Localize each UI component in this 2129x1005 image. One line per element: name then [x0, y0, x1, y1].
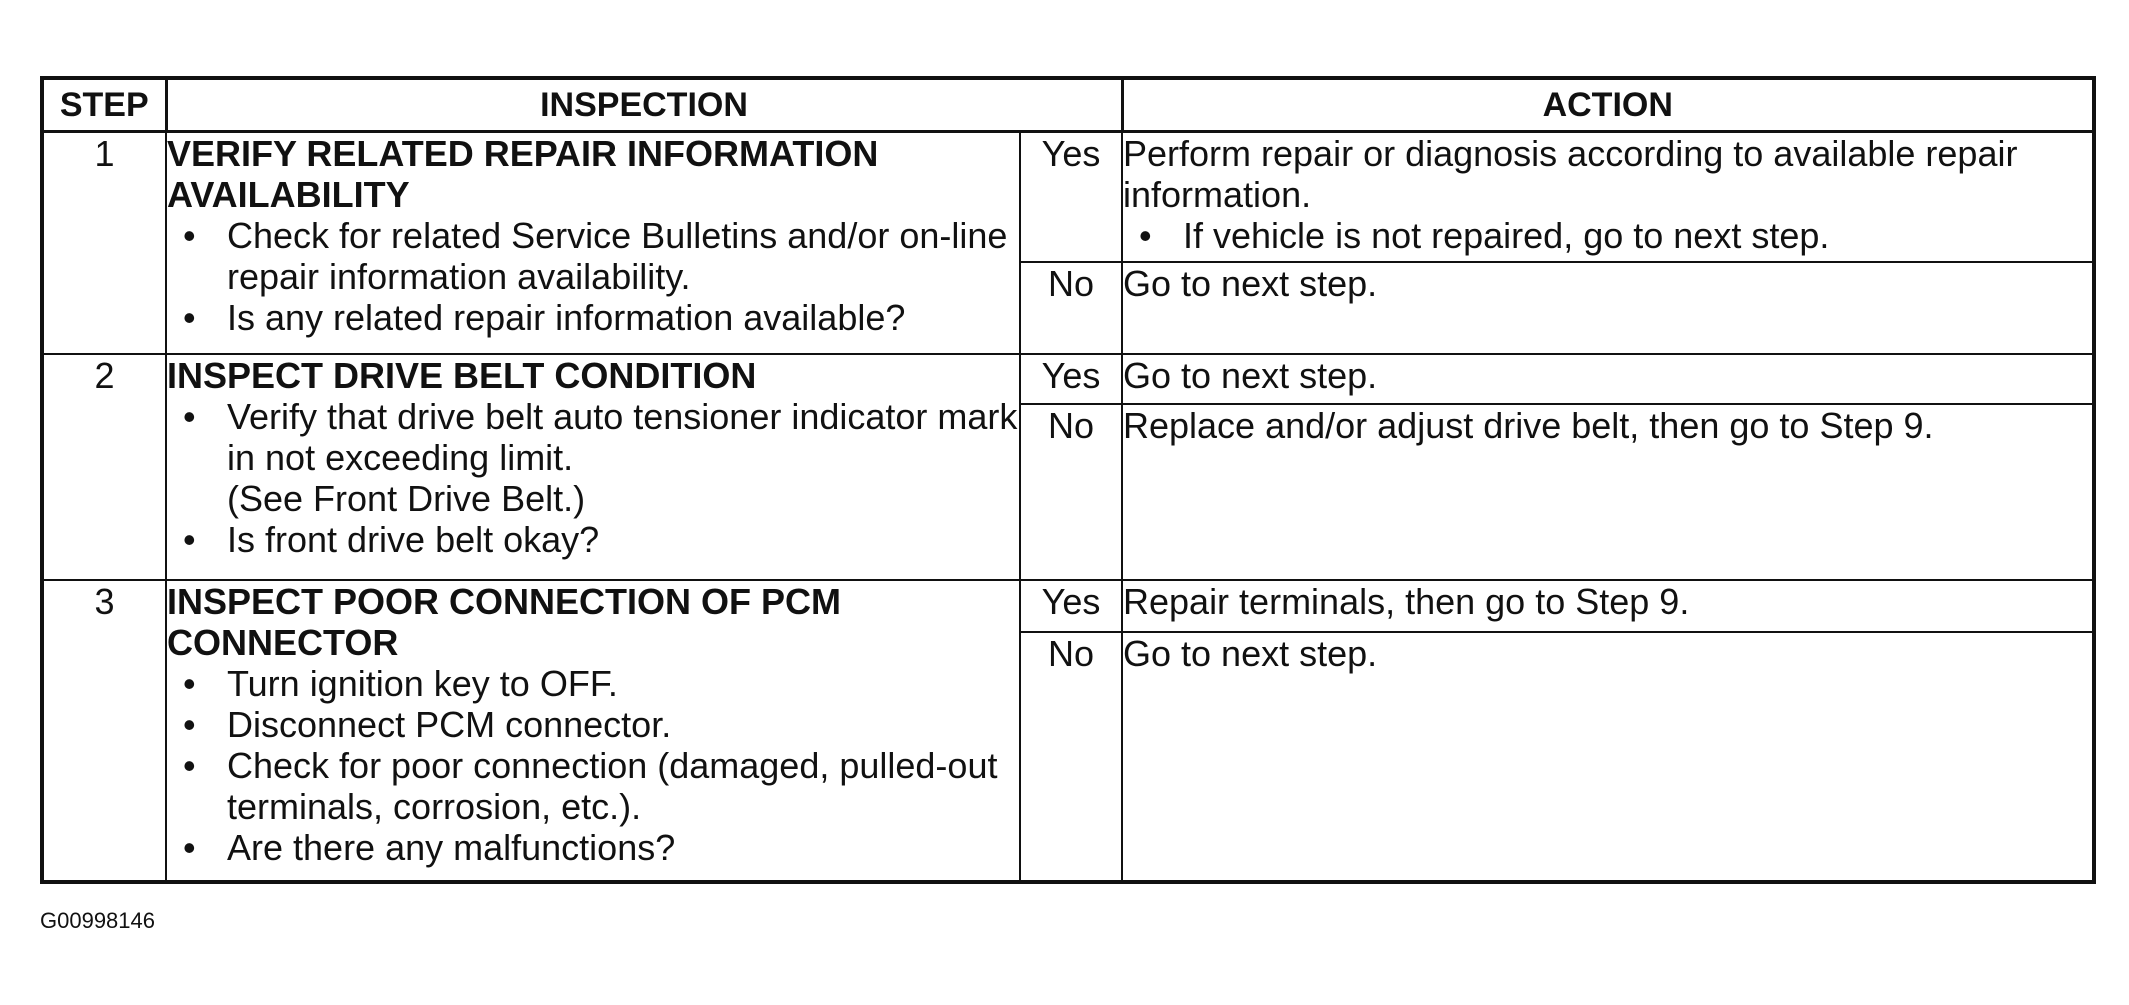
step-number: 1 — [42, 132, 166, 354]
list-item — [167, 396, 1019, 519]
step-note: (See Front Drive Belt.) — [227, 477, 586, 519]
list-item: • Is front drive belt okay? — [167, 519, 1019, 560]
step-3-yes-row — [42, 580, 2094, 632]
step-inspection — [166, 580, 1020, 882]
list-item: • Are there any malfunctions? — [167, 827, 1019, 868]
step-title: INSPECT DRIVE BELT CONDITION — [167, 354, 757, 396]
list-item: • If vehicle is not repaired, go to next step. — [1123, 215, 2092, 256]
header-action: ACTION — [1122, 78, 2094, 132]
step-title: INSPECT POOR CONNECTION OF PCM CONNECTOR — [167, 580, 842, 663]
list-item: • Check for poor connection (damaged, pulled-out terminals, corrosion, etc.). — [167, 745, 1019, 827]
yes-action: Go to next step. — [1122, 354, 2094, 404]
figure-id: G00998146 — [40, 908, 155, 933]
no-action: Go to next step. — [1122, 262, 2094, 354]
step-inspection — [166, 132, 1020, 354]
header-step: STEP — [42, 78, 166, 132]
step-bullets — [167, 396, 1019, 560]
diagnostic-table — [40, 76, 2096, 884]
no-label: No — [1020, 404, 1122, 580]
bullet-text: Verify that drive belt auto tensioner indicator mark in not exceeding limit. — [227, 395, 1018, 478]
step-inspection — [166, 354, 1020, 580]
no-label: No — [1020, 632, 1122, 882]
yes-label: Yes — [1020, 132, 1122, 262]
step-title: VERIFY RELATED REPAIR INFORMATION AVAILABILITY — [167, 133, 879, 215]
no-action: Replace and/or adjust drive belt, then go to Step 9. — [1122, 404, 2094, 580]
step-bullets — [167, 215, 1019, 338]
step-1-yes-row — [42, 132, 2094, 262]
step-2-yes-row — [42, 354, 2094, 404]
list-item: • Disconnect PCM connector. — [167, 704, 1019, 745]
no-label: No — [1020, 262, 1122, 354]
step-number: 3 — [42, 580, 166, 882]
action-text: Perform repair or diagnosis according to available repair information. — [1123, 133, 2018, 215]
list-item: • Check for related Service Bulletins and/or on-line repair information availability. — [167, 215, 1019, 297]
yes-action — [1122, 132, 2094, 262]
header-row — [42, 78, 2094, 132]
step-number: 2 — [42, 354, 166, 580]
header-inspection: INSPECTION — [166, 78, 1122, 132]
yes-label: Yes — [1020, 580, 1122, 632]
list-item: • Turn ignition key to OFF. — [167, 663, 1019, 704]
yes-label: Yes — [1020, 354, 1122, 404]
action-bullets — [1123, 215, 2092, 256]
list-item: • Is any related repair information available? — [167, 297, 1019, 338]
yes-action: Repair terminals, then go to Step 9. — [1122, 580, 2094, 632]
no-action: Go to next step. — [1122, 632, 2094, 882]
step-bullets — [167, 663, 1019, 868]
